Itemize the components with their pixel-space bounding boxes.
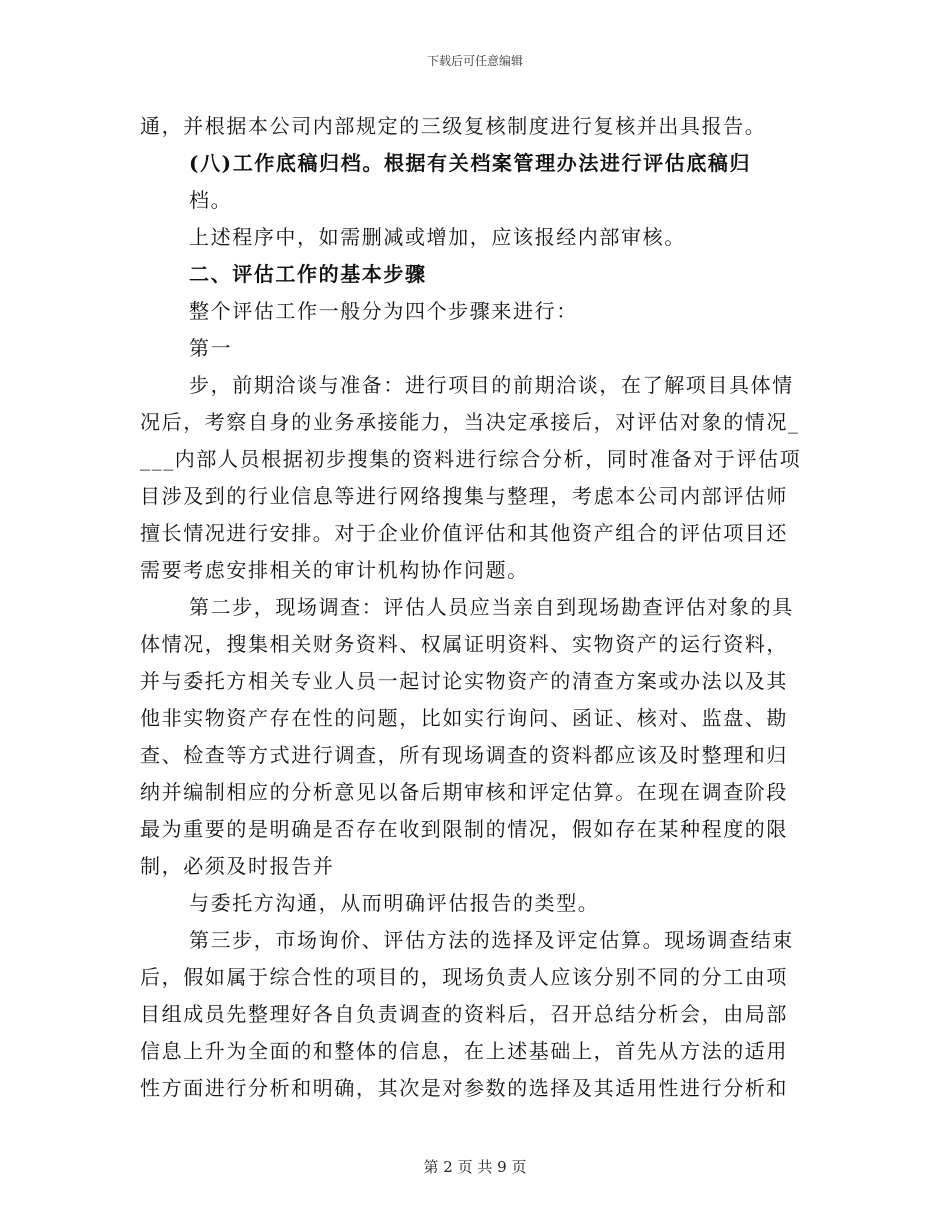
paragraph-line: 擅长情况进行安排。对于企业价值评估和其他资产组合的评估项目还 (140, 521, 788, 545)
paragraph-line: 制，必须及时报告并 (140, 854, 335, 878)
paragraph-line: 档。 (189, 188, 233, 212)
paragraph-line: 查、检查等方式进行调查，所有现场调查的资料都应该及时整理和归 (140, 743, 788, 767)
paragraph-line: ___内部人员根据初步搜集的资料进行综合分析，同时准备对于评估项 (140, 447, 802, 471)
paragraph-line: 后，假如属于综合性的项目的，现场负责人应该分别不同的分工由项 (140, 965, 788, 989)
paragraph-line: 信息上升为全面的和整体的信息，在上述基础上，首先从方法的适用 (140, 1039, 788, 1063)
paragraph-line: 步，前期洽谈与准备：进行项目的前期洽谈，在了解项目具体情 (189, 373, 794, 397)
paragraph-line: 体情况，搜集相关财务资料、权属证明资料、实物资产的运行资料， (140, 632, 788, 656)
paragraph-line: 第二步，现场调查：评估人员应当亲自到现场勘查评估对象的具 (189, 595, 794, 619)
paragraph-line: 与委托方沟通，从而明确评估报告的类型。 (189, 891, 600, 915)
section-heading-2: 二、评估工作的基本步骤 (189, 262, 427, 286)
paragraph-line: 他非实物资产存在性的问题，比如实行询问、函证、核对、监盘、勘 (140, 706, 788, 730)
paragraph-line: 纳并编制相应的分析意见以备后期审核和评定估算。在现在调查阶段 (140, 780, 788, 804)
paragraph-line: 第三步，市场询价、评估方法的选择及评定估算。现场调查结束 (189, 928, 794, 952)
paragraph-line: 需要考虑安排相关的审计机构协作问题。 (140, 558, 529, 582)
paragraph-line: 最为重要的是明确是否存在收到限制的情况，假如存在某种程度的限 (140, 817, 788, 841)
paragraph-line: 上述程序中，如需删减或增加，应该报经内部审核。 (189, 225, 686, 249)
paragraph-line: 况后，考察自身的业务承接能力，当决定承接后，对评估对象的情况_ (140, 410, 800, 434)
paragraph-line: 目组成员先整理好各自负责调查的资料后，召开总结分析会，由局部 (140, 1002, 788, 1026)
paragraph-line: 并与委托方相关专业人员一起讨论实物资产的清查方案或办法以及其 (140, 669, 788, 693)
paragraph-line: 通，并根据本公司内部规定的三级复核制度进行复核并出具报告。 (140, 114, 767, 138)
page-header: 下载后可任意编辑 (426, 54, 523, 68)
section-heading-8: (八)工作底稿归档。根据有关档案管理办法进行评估底稿归 (189, 151, 752, 175)
paragraph-line: 整个评估工作一般分为四个步骤来进行： (189, 299, 578, 323)
paragraph-line: 性方面进行分析和明确，其次是对参数的选择及其适用性进行分析和 (140, 1076, 788, 1100)
paragraph-line: 目涉及到的行业信息等进行网络搜集与整理，考虑本公司内部评估师 (140, 484, 788, 508)
paragraph-line: 第一 (189, 336, 233, 360)
page-number-footer: 第 2 页 共 9 页 (423, 1158, 527, 1176)
